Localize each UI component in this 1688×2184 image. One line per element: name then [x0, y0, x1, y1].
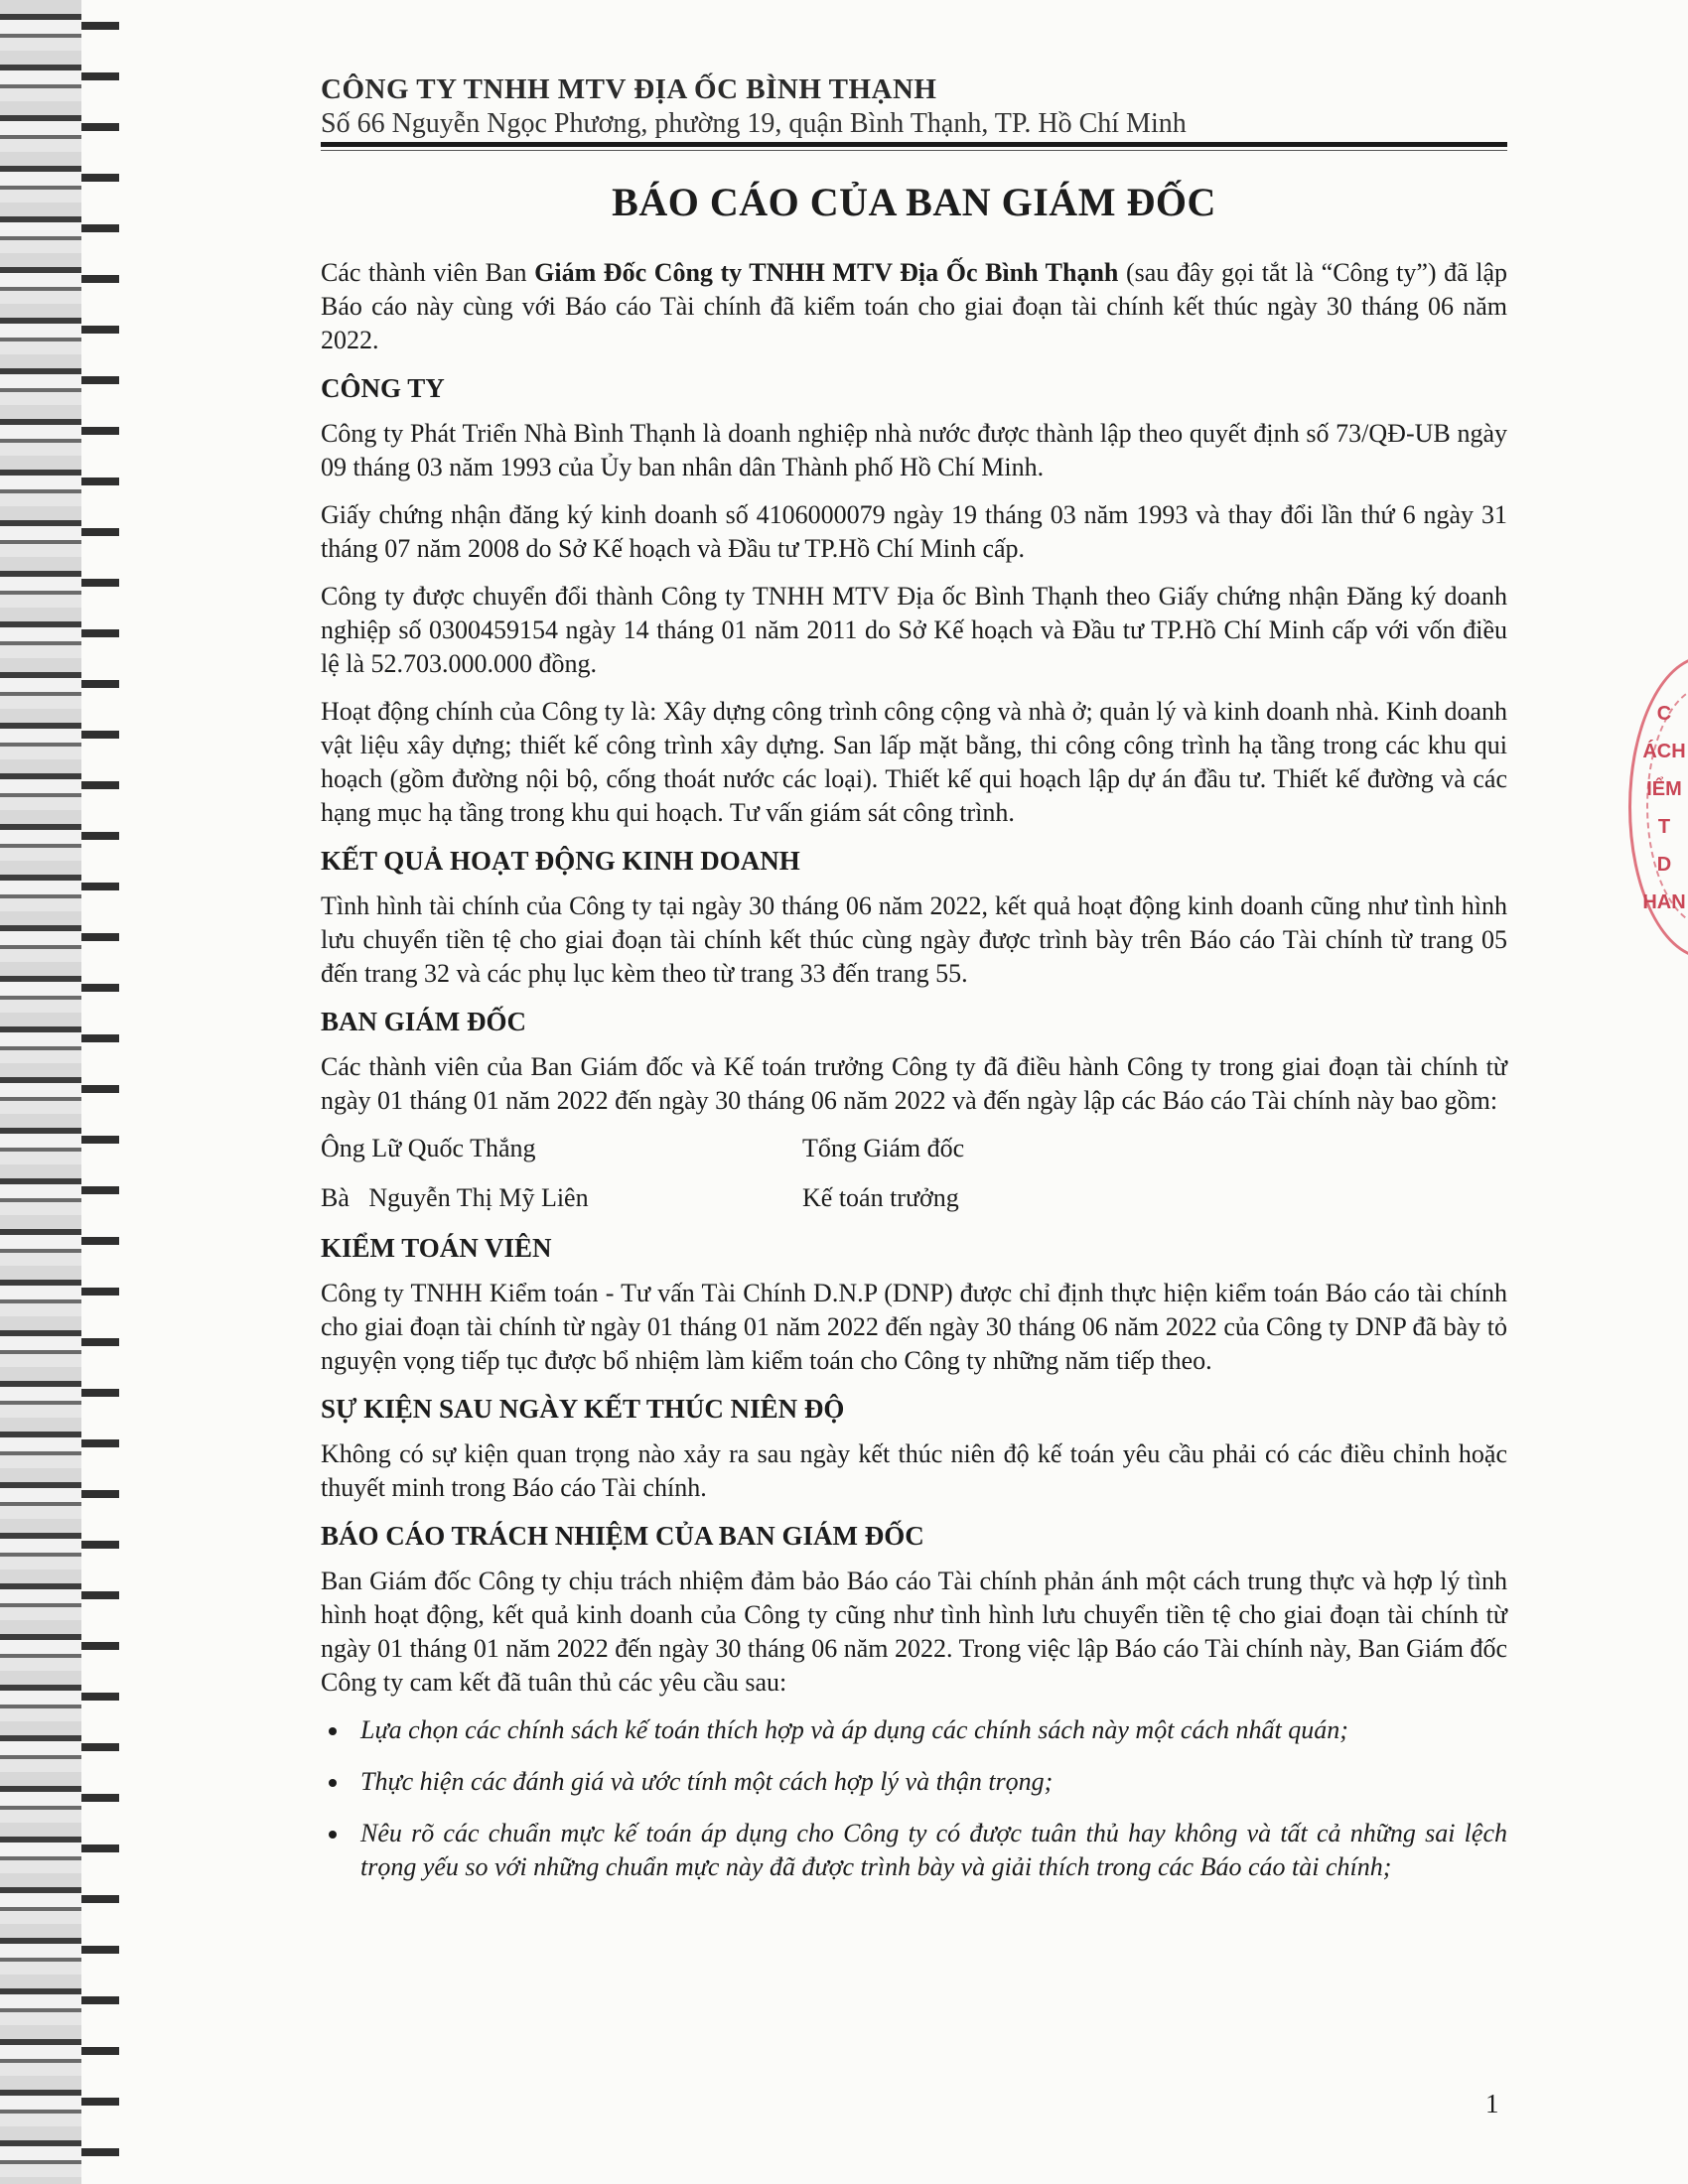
header-rule-thin: [321, 150, 1507, 151]
paragraph: Hoạt động chính của Công ty là: Xây dựng công trình công cộng và nhà ở; quản lý và kinh doanh nhà. Kinh doanh vật liệu xây dựng; thiết kế công trình xây dựng. San lấp mặt bằng, thi công công trình hạ tầng trong các khu qui hoạch (gồm đường nội bộ, cống thoát nước các loại). Thiết kế qui hoạch lập dự án đầu tư. Thiết kế đường và các hạng mục hạ tầng trong khu qui hoạch. Tư vấn giám sát công trình.: [321, 697, 1507, 827]
page-number: 1: [1485, 2089, 1499, 2118]
paragraph: Công ty TNHH Kiểm toán - Tư vấn Tài Chính D.N.P (DNP) được chỉ định thực hiện kiểm toán Báo cáo tài chính cho giai đoạn tài chính từ ngày 01 tháng 01 năm 2022 đến ngày 30 tháng 06 năm 2022 của Công ty DNP đã bày tỏ nguyện vọng tiếp tục được bổ nhiệm làm kiểm toán cho Công ty những năm tiếp theo.: [321, 1279, 1507, 1375]
red-seal-text: C ÁCH IỂM T D HAN: [1642, 703, 1686, 913]
list-item: Nêu rõ các chuẩn mực kế toán áp dụng cho Công ty có được tuân thủ hay không và tất cả những sai lệch trọng yếu so với những chuẩn mực này đã được trình bày và giải thích trong các Báo cáo tài chính;: [321, 1817, 1507, 1884]
section-heading-company: CÔNG TY: [321, 373, 445, 403]
paragraph: Ban Giám đốc Công ty chịu trách nhiệm đảm bảo Báo cáo Tài chính phản ánh một cách trung thực và hợp lý tình hình hoạt động, kết quả kinh doanh của Công ty cũng như tình hình lưu chuyển tiền tệ cho giai đoạn tài chính từ ngày 01 tháng 01 năm 2022 đến ngày 30 tháng 06 năm 2022. Trong việc lập Báo cáo Tài chính này, Ban Giám đốc Công ty cam kết đã tuân thủ các yêu cầu sau:: [321, 1567, 1507, 1697]
intro-bold: Giám Đốc Công ty TNHH MTV Địa Ốc Bình Thạnh: [534, 258, 1119, 287]
list-item: Thực hiện các đánh giá và ước tính một cách hợp lý và thận trọng;: [321, 1765, 1507, 1799]
commitment-list: [321, 1713, 1507, 1884]
member-role: Kế toán trưởng: [802, 1183, 959, 1212]
section-heading-results: KẾT QUẢ HOẠT ĐỘNG KINH DOANH: [321, 846, 800, 876]
section-heading-responsibility: BÁO CÁO TRÁCH NHIỆM CỦA BAN GIÁM ĐỐC: [321, 1521, 924, 1551]
member-name: Bà Nguyễn Thị Mỹ Liên: [321, 1183, 589, 1212]
paragraph: Không có sự kiện quan trọng nào xảy ra sau ngày kết thúc niên độ kế toán yêu cầu phải có các điều chỉnh hoặc thuyết minh trong Báo cáo Tài chính.: [321, 1439, 1507, 1502]
spiral-binding: [0, 0, 119, 2184]
section-heading-board: BAN GIÁM ĐỐC: [321, 1007, 526, 1036]
list-item: Lựa chọn các chính sách kế toán thích hợp và áp dụng các chính sách này một cách nhất quán;: [321, 1713, 1507, 1747]
intro-paragraph: Các thành viên Ban Giám Đốc Công ty TNHH MTV Địa Ốc Bình Thạnh (sau đây gọi tắt là “Công ty”) đã lập Báo cáo này cùng với Báo cáo Tài chính đã kiểm toán cho giai đoạn tài chính kết thúc ngày 30 tháng 06 năm 2022.: [321, 258, 1507, 354]
company-name: CÔNG TY TNHH MTV ĐỊA ỐC BÌNH THẠNH: [321, 73, 937, 105]
header-rule: [321, 142, 1507, 147]
paragraph: Tình hình tài chính của Công ty tại ngày 30 tháng 06 năm 2022, kết quả hoạt động kinh doanh cũng như tình hình lưu chuyển tiền tệ cho giai đoạn tài chính kết thúc cùng ngày được trình bày trên Báo cáo Tài chính từ trang 05 đến trang 32 và các phụ lục kèm theo từ trang 33 đến trang 55.: [321, 891, 1507, 988]
member-row: [321, 1124, 1507, 1173]
section-heading-events: SỰ KIỆN SAU NGÀY KẾT THÚC NIÊN ĐỘ: [321, 1394, 845, 1424]
paragraph: Giấy chứng nhận đăng ký kinh doanh số 4106000079 ngày 19 tháng 03 năm 1993 và thay đổi lần thứ 6 ngày 31 tháng 07 năm 2008 do Sở Kế hoạch và Đầu tư TP.Hồ Chí Minh cấp.: [321, 500, 1507, 563]
letterhead: [321, 73, 1507, 140]
section-heading-auditor: KIỂM TOÁN VIÊN: [321, 1233, 552, 1263]
paragraph: Các thành viên của Ban Giám đốc và Kế toán trưởng Công ty đã điều hành Công ty trong giai đoạn tài chính từ ngày 01 tháng 01 năm 2022 đến ngày 30 tháng 06 năm 2022 và đến ngày lập các Báo cáo Tài chính này bao gồm:: [321, 1052, 1507, 1115]
paragraph: Công ty được chuyển đổi thành Công ty TNHH MTV Địa ốc Bình Thạnh theo Giấy chứng nhận Đăng ký doanh nghiệp số 0300459154 ngày 14 tháng 01 năm 2011 do Sở Kế hoạch và Đầu tư TP.Hồ Chí Minh cấp với vốn điều lệ là 52.703.000.000 đồng.: [321, 582, 1507, 678]
company-address: Số 66 Nguyễn Ngọc Phương, phường 19, quận Bình Thạnh, TP. Hồ Chí Minh: [321, 108, 1187, 139]
report-body: [321, 256, 1507, 1902]
member-name: Ông Lữ Quốc Thắng: [321, 1134, 536, 1162]
paragraph: Công ty Phát Triển Nhà Bình Thạnh là doanh nghiệp nhà nước được thành lập theo quyết định số 73/QĐ-UB ngày 09 tháng 03 năm 1993 của Ủy ban nhân dân Thành phố Hồ Chí Minh.: [321, 419, 1507, 481]
page-title: BÁO CÁO CỦA BAN GIÁM ĐỐC: [612, 180, 1216, 224]
member-row: [321, 1173, 1507, 1223]
member-role: Tổng Giám đốc: [802, 1134, 965, 1162]
board-members: [321, 1124, 1507, 1223]
